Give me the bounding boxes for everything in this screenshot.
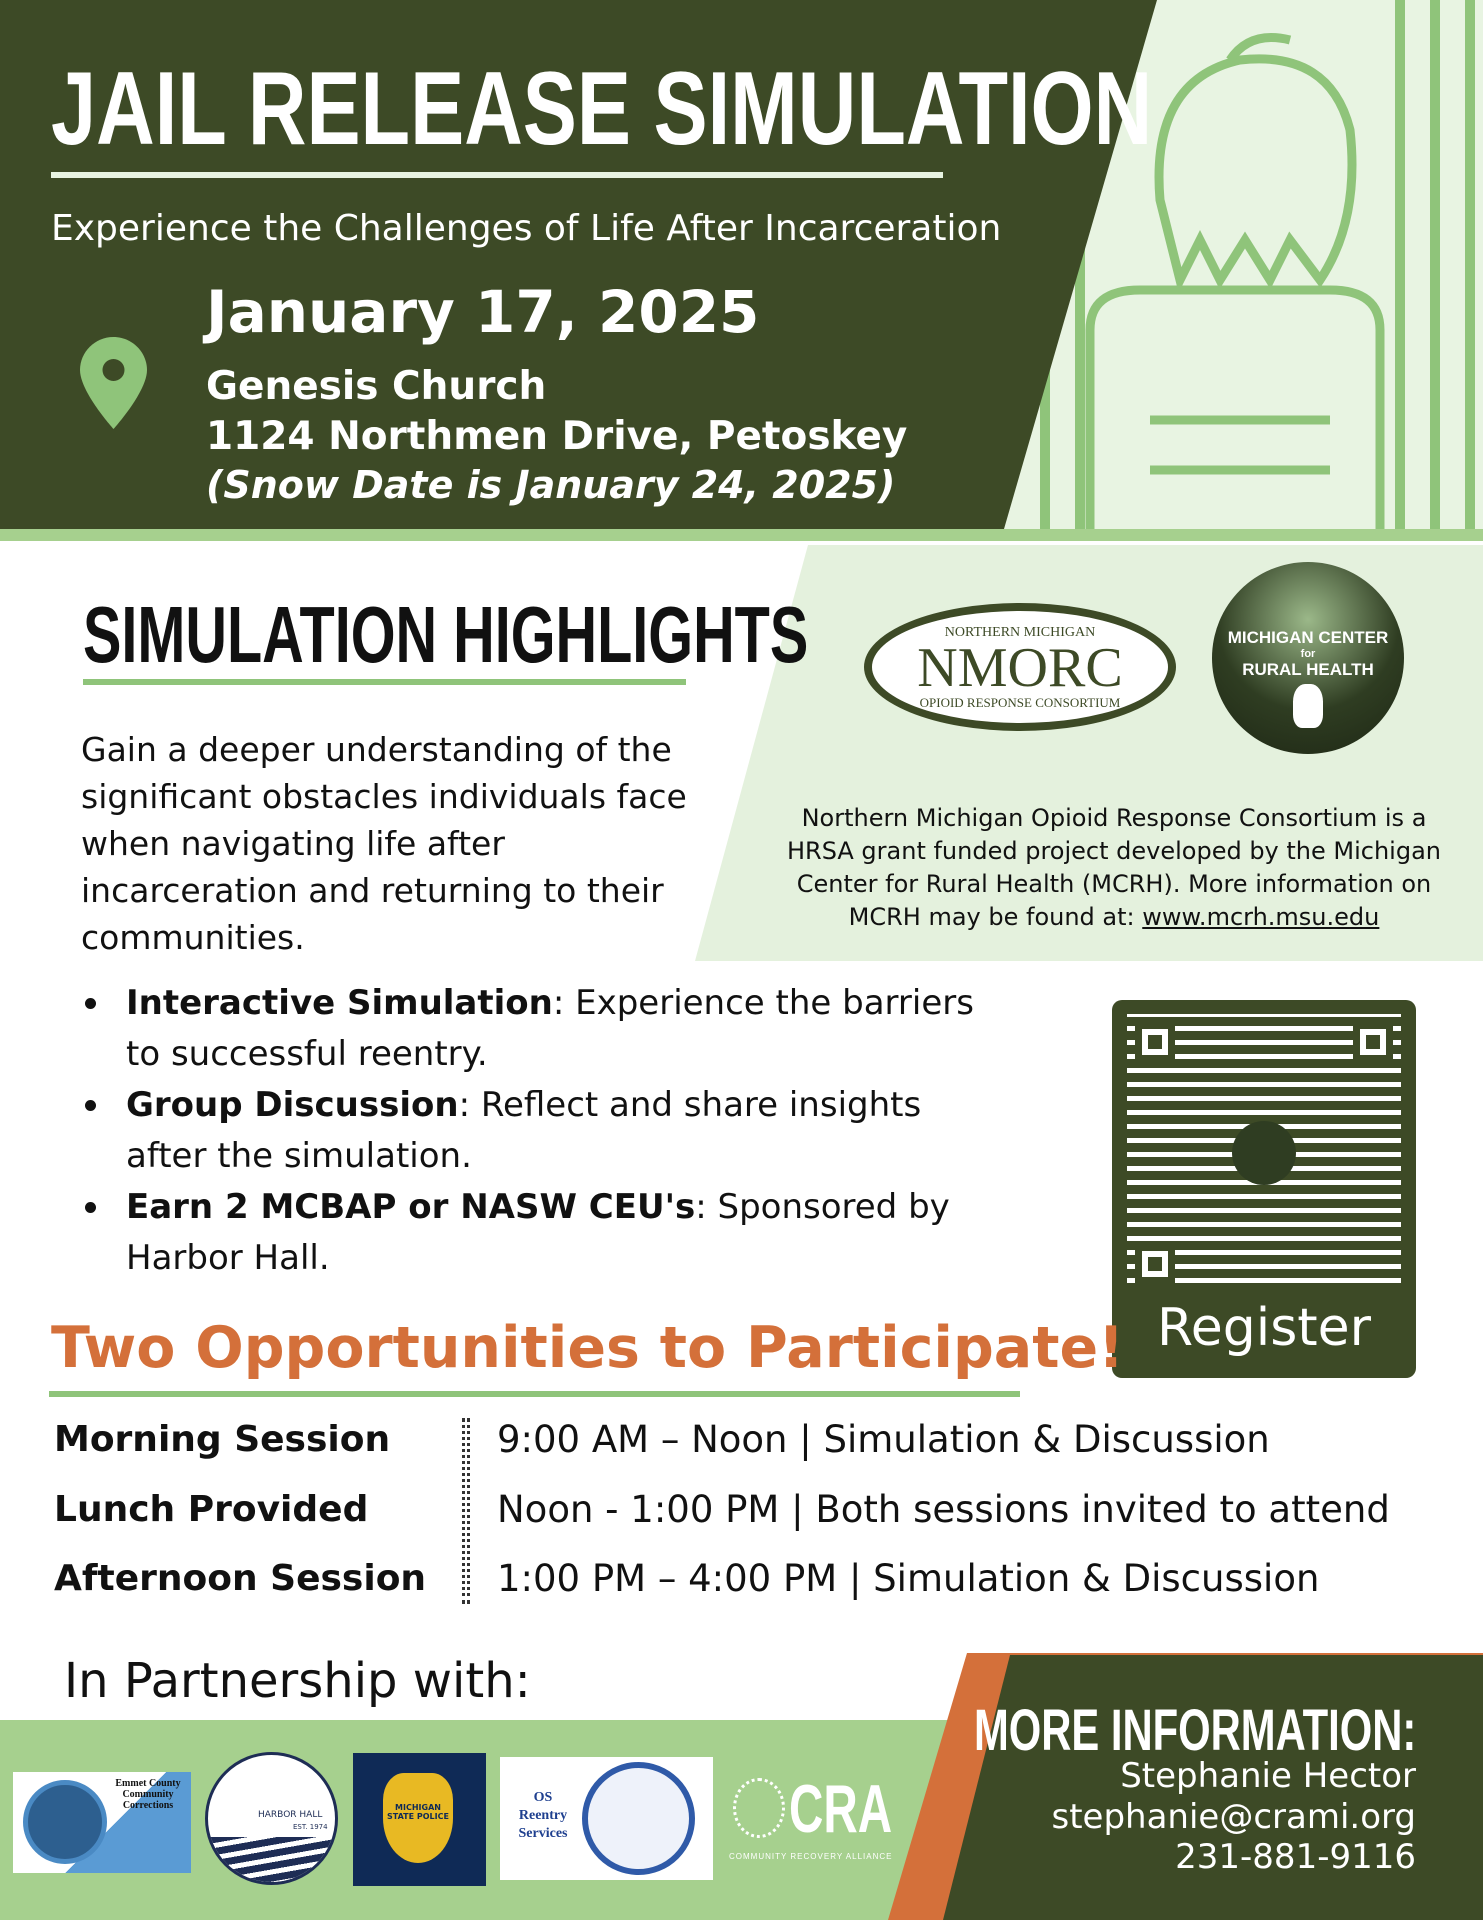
schedule-value-afternoon: 1:00 PM – 4:00 PM | Simulation & Discussion xyxy=(497,1557,1320,1600)
mcrh-line2: for xyxy=(1300,648,1316,660)
schedule-value-lunch: Noon - 1:00 PM | Both sessions invited to attend xyxy=(497,1488,1390,1531)
highlights-intro: Gain a deeper understanding of the significant obstacles individuals face when navigating life after incarceration and returning to their communities. xyxy=(81,730,687,957)
logo-michigan-state-police xyxy=(353,1753,486,1886)
mcrh-logo xyxy=(1212,562,1404,754)
nmorc-top-text: NORTHERN MICHIGAN xyxy=(944,625,1096,640)
qr-finder xyxy=(1135,1022,1175,1062)
bullet-interactive-simulation: Interactive Simulation: Experience the barriers to successful reentry. xyxy=(88,978,988,1080)
schedule-value-morning: 9:00 AM – Noon | Simulation & Discussion xyxy=(497,1418,1270,1461)
highlights-heading: SIMULATION HIGHLIGHTS xyxy=(83,590,809,679)
nmorc-main-text: NMORC xyxy=(917,637,1123,699)
logo-cra xyxy=(727,1770,897,1870)
michigan-map-icon xyxy=(1293,684,1323,728)
mcrh-line1: MICHIGAN CENTER xyxy=(1227,628,1389,647)
qr-finder xyxy=(1135,1244,1175,1284)
bullet-group-discussion: Group Discussion: Reflect and share insights after the simulation. xyxy=(88,1080,988,1182)
schedule-label-lunch: Lunch Provided xyxy=(54,1489,369,1530)
nmorc-bottom-text: OPIOID RESPONSE CONSORTIUM xyxy=(919,695,1121,710)
sessions-heading: Two Opportunities to Participate! xyxy=(51,1315,1125,1381)
logo-emmet-county xyxy=(13,1772,191,1873)
msp-text: MICHIGAN STATE POLICE xyxy=(387,1803,449,1821)
header-stripe xyxy=(0,529,1483,541)
snow-date: (Snow Date is January 24, 2025) xyxy=(206,463,896,507)
waves-icon xyxy=(208,1837,335,1882)
venue-address: 1124 Northmen Drive, Petoskey xyxy=(206,414,908,459)
event-title: JAIL RELEASE SIMULATION xyxy=(51,51,1153,167)
mdoc-seal-icon xyxy=(582,1762,695,1875)
location-pin-icon xyxy=(80,337,147,429)
qr-center-logo xyxy=(1232,1121,1296,1185)
cra-subtext: COMMUNITY RECOVERY ALLIANCE xyxy=(729,1852,893,1861)
cra-mark-icon xyxy=(733,1778,785,1838)
emmet-text: Emmet County Community Corrections xyxy=(115,1778,181,1811)
bullet-ceus: Earn 2 MCBAP or NASW CEU's: Sponsored by Harbor Hall. xyxy=(88,1182,988,1284)
mcrh-link[interactable]: www.mcrh.msu.edu xyxy=(1142,903,1380,931)
qr-code[interactable] xyxy=(1127,1014,1401,1292)
schedule-label-morning: Morning Session xyxy=(54,1419,391,1460)
highlights-underline xyxy=(83,679,686,685)
contact-heading-text: MORE INFORMATION: xyxy=(973,1698,1416,1763)
sponsor-info-text: Northern Michigan Opioid Response Consortium is a HRSA grant funded project developed by the Michigan Center for Rural Health (MCRH). More information on MCRH may be found at: xyxy=(786,804,1442,931)
harbor-text: HARBOR HALL xyxy=(258,1810,323,1820)
qr-finder xyxy=(1353,1022,1393,1062)
logo-harbor-hall xyxy=(205,1752,338,1885)
partners-heading: In Partnership with: xyxy=(64,1653,531,1709)
sessions-underline xyxy=(49,1391,1020,1397)
schedule-label-afternoon: Afternoon Session xyxy=(54,1558,427,1599)
contact-name: Stephanie Hector xyxy=(1120,1756,1416,1796)
contact-email[interactable]: stephanie@crami.org xyxy=(1051,1797,1416,1837)
logo-os-reentry xyxy=(500,1757,713,1880)
register-qr-card[interactable] xyxy=(1112,1000,1416,1378)
cra-text: CRA xyxy=(789,1771,893,1847)
nmorc-logo xyxy=(864,603,1176,731)
harbor-est: EST. 1974 xyxy=(293,1823,328,1831)
event-subtitle: Experience the Challenges of Life After Incarceration xyxy=(51,208,1002,249)
venue-name: Genesis Church xyxy=(206,364,547,409)
title-underline xyxy=(51,172,943,178)
contact-phone[interactable]: 231-881-9116 xyxy=(1175,1837,1416,1877)
os-reentry-text: OS Reentry Services xyxy=(518,1790,568,1841)
mcrh-line3: RURAL HEALTH xyxy=(1242,660,1374,679)
register-label[interactable]: Register xyxy=(1156,1298,1372,1358)
event-date: January 17, 2025 xyxy=(206,278,760,346)
contact-heading xyxy=(802,1697,1416,1764)
schedule-divider xyxy=(462,1418,470,1604)
sponsor-info xyxy=(780,802,1448,934)
emmet-seal-icon xyxy=(23,1780,107,1864)
